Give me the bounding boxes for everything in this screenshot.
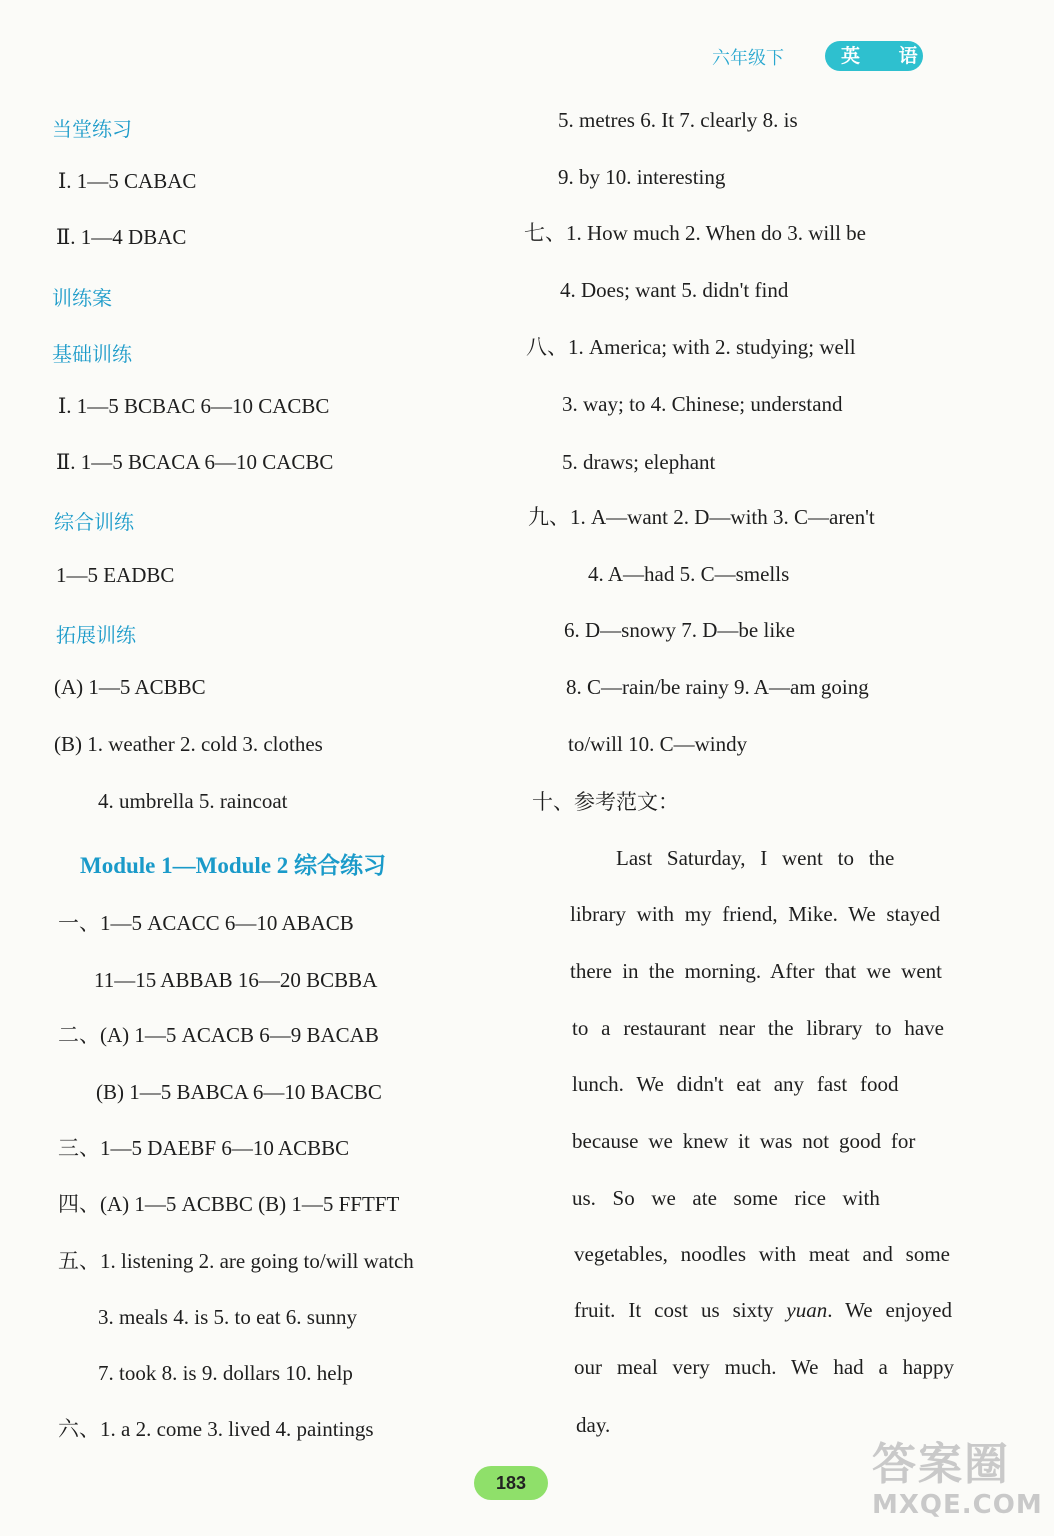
italic-word: yuan: [786, 1298, 828, 1322]
right-answer-line: 十、参考范文：: [532, 790, 679, 814]
left-answer-line: Ⅰ. 1—5 CABAC: [58, 169, 197, 193]
left-answer-line: 五、1. listening 2. are going to/will watch: [58, 1249, 414, 1273]
right-answer-line: 4. A—had 5. C—smells: [588, 562, 790, 586]
left-answer-line: Ⅱ. 1—4 DBAC: [56, 225, 187, 249]
left-answer-line: (B) 1—5 BABCA 6—10 BACBC: [96, 1080, 382, 1104]
left-answer-line: (B) 1. weather 2. cold 3. clothes: [54, 732, 323, 756]
left-answer-line: 1—5 EADBC: [56, 563, 175, 587]
right-answer-line: 4. Does; want 5. didn't find: [560, 278, 789, 302]
essay-line: Last Saturday, I went to the: [616, 846, 895, 870]
right-answer-line: 5. draws; elephant: [562, 450, 716, 474]
right-answer-line: 6. D—snowy 7. D—be like: [564, 618, 795, 642]
watermark-url: MXQE.COM: [872, 1490, 1043, 1520]
left-answer-line: 四、(A) 1—5 ACBBC (B) 1—5 FFTFT: [58, 1192, 400, 1216]
right-answer-line: 9. by 10. interesting: [558, 165, 726, 189]
left-answer-line: 11—15 ABBAB 16—20 BCBBA: [94, 968, 378, 992]
essay-line: vegetables, noodles with meat and some: [574, 1242, 950, 1266]
right-answer-line: 8. C—rain/be rainy 9. A—am going: [566, 675, 869, 699]
right-answer-line: 八、1. America; with 2. studying; well: [526, 335, 856, 359]
grade-label: 六年级下: [712, 48, 784, 69]
left-answer-line: 二、(A) 1—5 ACACB 6—9 BACAB: [58, 1023, 379, 1047]
essay-line: because we knew it was not good for: [572, 1129, 916, 1153]
left-answer-line: (A) 1—5 ACBBC: [54, 675, 206, 699]
left-answer-line: 训练案: [52, 286, 112, 310]
watermark-text: 答案圈: [872, 1439, 1010, 1490]
left-answer-line: 7. took 8. is 9. dollars 10. help: [98, 1361, 353, 1385]
right-answer-line: 九、1. A—want 2. D—with 3. C—aren't: [528, 505, 875, 529]
essay-line: lunch. We didn't eat any fast food: [572, 1072, 899, 1096]
essay-line: us. So we ate some rice with: [572, 1186, 880, 1210]
left-answer-line: 拓展训练: [56, 623, 136, 647]
right-answer-line: 七、1. How much 2. When do 3. will be: [524, 221, 866, 245]
left-answer-line: 六、1. a 2. come 3. lived 4. paintings: [58, 1417, 374, 1441]
left-answer-line: Module 1—Module 2 综合练习: [80, 853, 387, 878]
left-answer-line: 4. umbrella 5. raincoat: [98, 789, 288, 813]
essay-line: there in the morning. After that we went: [570, 959, 942, 983]
right-answer-line: 5. metres 6. It 7. clearly 8. is: [558, 108, 798, 132]
left-answer-line: 一、1—5 ACACC 6—10 ABACB: [58, 911, 354, 935]
essay-line: library with my friend, Mike. We stayed: [570, 902, 940, 926]
right-answer-line: to/will 10. C—windy: [568, 732, 748, 756]
subject-badge: 英 语: [825, 41, 923, 71]
left-answer-line: 当堂练习: [52, 117, 132, 141]
essay-line: day.: [576, 1413, 611, 1437]
essay-line: fruit. It cost us sixty yuan. We enjoyed: [574, 1298, 952, 1322]
essay-line: our meal very much. We had a happy: [574, 1355, 954, 1379]
left-answer-line: 三、1—5 DAEBF 6—10 ACBBC: [58, 1136, 350, 1160]
page-number: 183: [474, 1466, 548, 1500]
left-answer-line: 综合训练: [54, 510, 134, 534]
left-answer-line: Ⅰ. 1—5 BCBAC 6—10 CACBC: [58, 394, 330, 418]
right-answer-line: 3. way; to 4. Chinese; understand: [562, 392, 843, 416]
watermark-logo: [872, 1440, 1052, 1536]
left-answer-line: Ⅱ. 1—5 BCACA 6—10 CACBC: [56, 450, 334, 474]
essay-line: to a restaurant near the library to have: [572, 1016, 944, 1040]
left-answer-line: 3. meals 4. is 5. to eat 6. sunny: [98, 1305, 357, 1329]
left-answer-line: 基础训练: [52, 342, 132, 366]
